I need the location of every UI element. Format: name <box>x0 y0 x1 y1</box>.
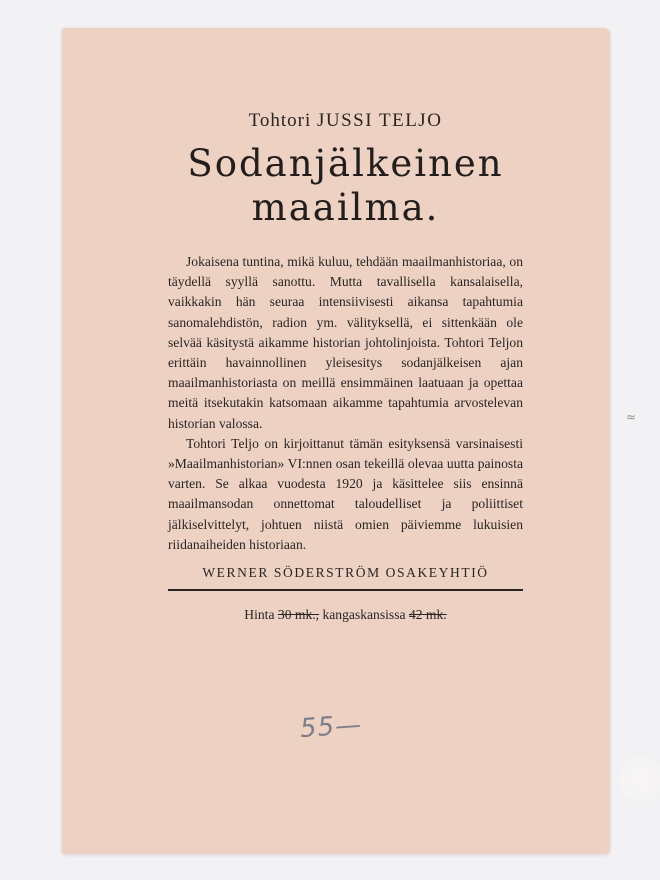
price-label: Hinta <box>244 607 275 623</box>
handwritten-price: 55— <box>299 709 364 745</box>
price-line <box>168 607 523 623</box>
title-line-2: maailma. <box>251 186 440 229</box>
author-prefix: Tohtori <box>248 110 312 131</box>
title-line-1: Sodanjälkeinen <box>187 142 504 185</box>
author-line <box>168 110 523 132</box>
book-title <box>168 142 523 230</box>
description-paragraph-1: Jokaisena tuntina, mikä kuluu, tehdään maailmanhistoriaa, on täydellä syyllä sanottu. Mutta tavallisella kansalaisella, vaikkakin hän seuraa intensiivisesti aikansa tapahtumia sanomalehdistön, radion ym. välityksellä, ei sittenkään ole selvää käsitystä aikamme historian johtolinjoista. Tohtori Teljon erittäin havainnollinen yleisesitys sodanjälkeisen ajan maailmanhistoriasta on meillä ensimmäinen laatuaan ja opettaa meitä itsekutakin katsomaan aikamme tapahtumia arvostelevan historian valossa. <box>168 254 523 431</box>
cloth-price: 42 mk. <box>408 607 447 623</box>
paper-stain <box>618 756 660 802</box>
author-name: JUSSI TELJO <box>317 110 443 131</box>
cloth-label: kangaskansissa <box>322 607 406 623</box>
divider-rule <box>168 589 523 591</box>
description-paragraph-2: Tohtori Teljo on kirjoittanut tämän esityksensä varsinaisesti »Maailmanhistorian» VI:nnen osan tekeillä olevaa uutta painosta varten. Se alkaa vuodesta 1920 ja käsittelee siis ensinnä maailmansodan onnettomat taloudelliset ja poliittiset jälkiselvittelyt, johtuen niistä omien päiviemme lukuisien riidanaiheiden historiaan. <box>168 435 523 552</box>
paper-price: 30 mk., <box>277 607 320 623</box>
cover-text-block <box>168 110 523 623</box>
publisher-name: WERNER SÖDERSTRÖM OSAKEYHTIÖ <box>202 565 489 581</box>
margin-mark: ≈ <box>626 410 637 424</box>
